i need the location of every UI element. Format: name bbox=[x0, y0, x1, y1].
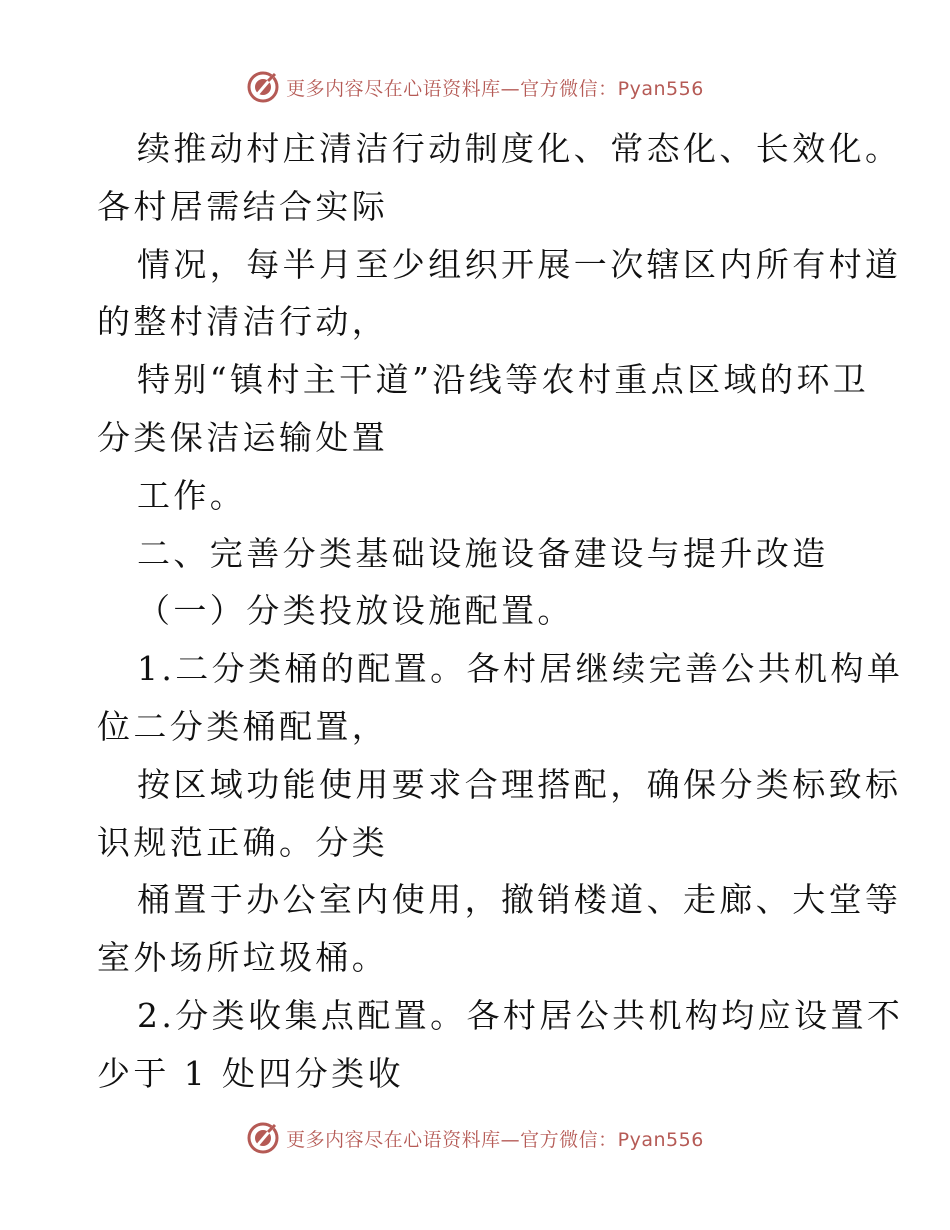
text-line: 的整村清洁行动， bbox=[97, 302, 389, 342]
header-watermark bbox=[0, 70, 950, 104]
text-line: 分类保洁运输处置 bbox=[97, 417, 389, 457]
document-body bbox=[97, 120, 904, 1103]
text-line: 情况，每半月至少组织开展一次辖区内所有村道 bbox=[137, 244, 902, 284]
text-line: 桶置于办公室内使用，撤销楼道、走廊、大堂等 bbox=[137, 880, 902, 920]
text-line: 位二分类桶配置， bbox=[97, 706, 389, 746]
watermark-text: 更多内容尽在心语资料库—官方微信：Pyan556 bbox=[286, 1128, 704, 1151]
text-line: 二、完善分类基础设施设备建设与提升改造 bbox=[137, 533, 829, 573]
text-line: （一）分类投放设施配置。 bbox=[137, 591, 574, 631]
pen-seal-icon bbox=[246, 1121, 280, 1155]
text-line: 2.分类收集点配置。各村居公共机构均应设置不 bbox=[137, 995, 904, 1035]
pen-seal-icon bbox=[246, 70, 280, 104]
text-line: 续推动村庄清洁行动制度化、常态化、长效化。 bbox=[137, 129, 902, 168]
text-line: 室外场所垃圾桶。 bbox=[97, 938, 389, 978]
watermark-text: 更多内容尽在心语资料库—官方微信：Pyan556 bbox=[286, 77, 704, 100]
footer-watermark bbox=[0, 1121, 950, 1155]
text-line: 各村居需结合实际 bbox=[97, 186, 389, 226]
text-line: 1.二分类桶的配置。各村居继续完善公共机构单 bbox=[137, 649, 904, 689]
text-line: 按区域功能使用要求合理搭配，确保分类标致标 bbox=[137, 764, 902, 804]
text-line: 工作。 bbox=[137, 475, 247, 515]
text-line: 少于 1 处四分类收 bbox=[97, 1053, 404, 1093]
text-line: 特别“镇村主干道”沿线等农村重点区域的环卫 bbox=[137, 360, 870, 400]
text-line: 识规范正确。分类 bbox=[97, 822, 389, 862]
